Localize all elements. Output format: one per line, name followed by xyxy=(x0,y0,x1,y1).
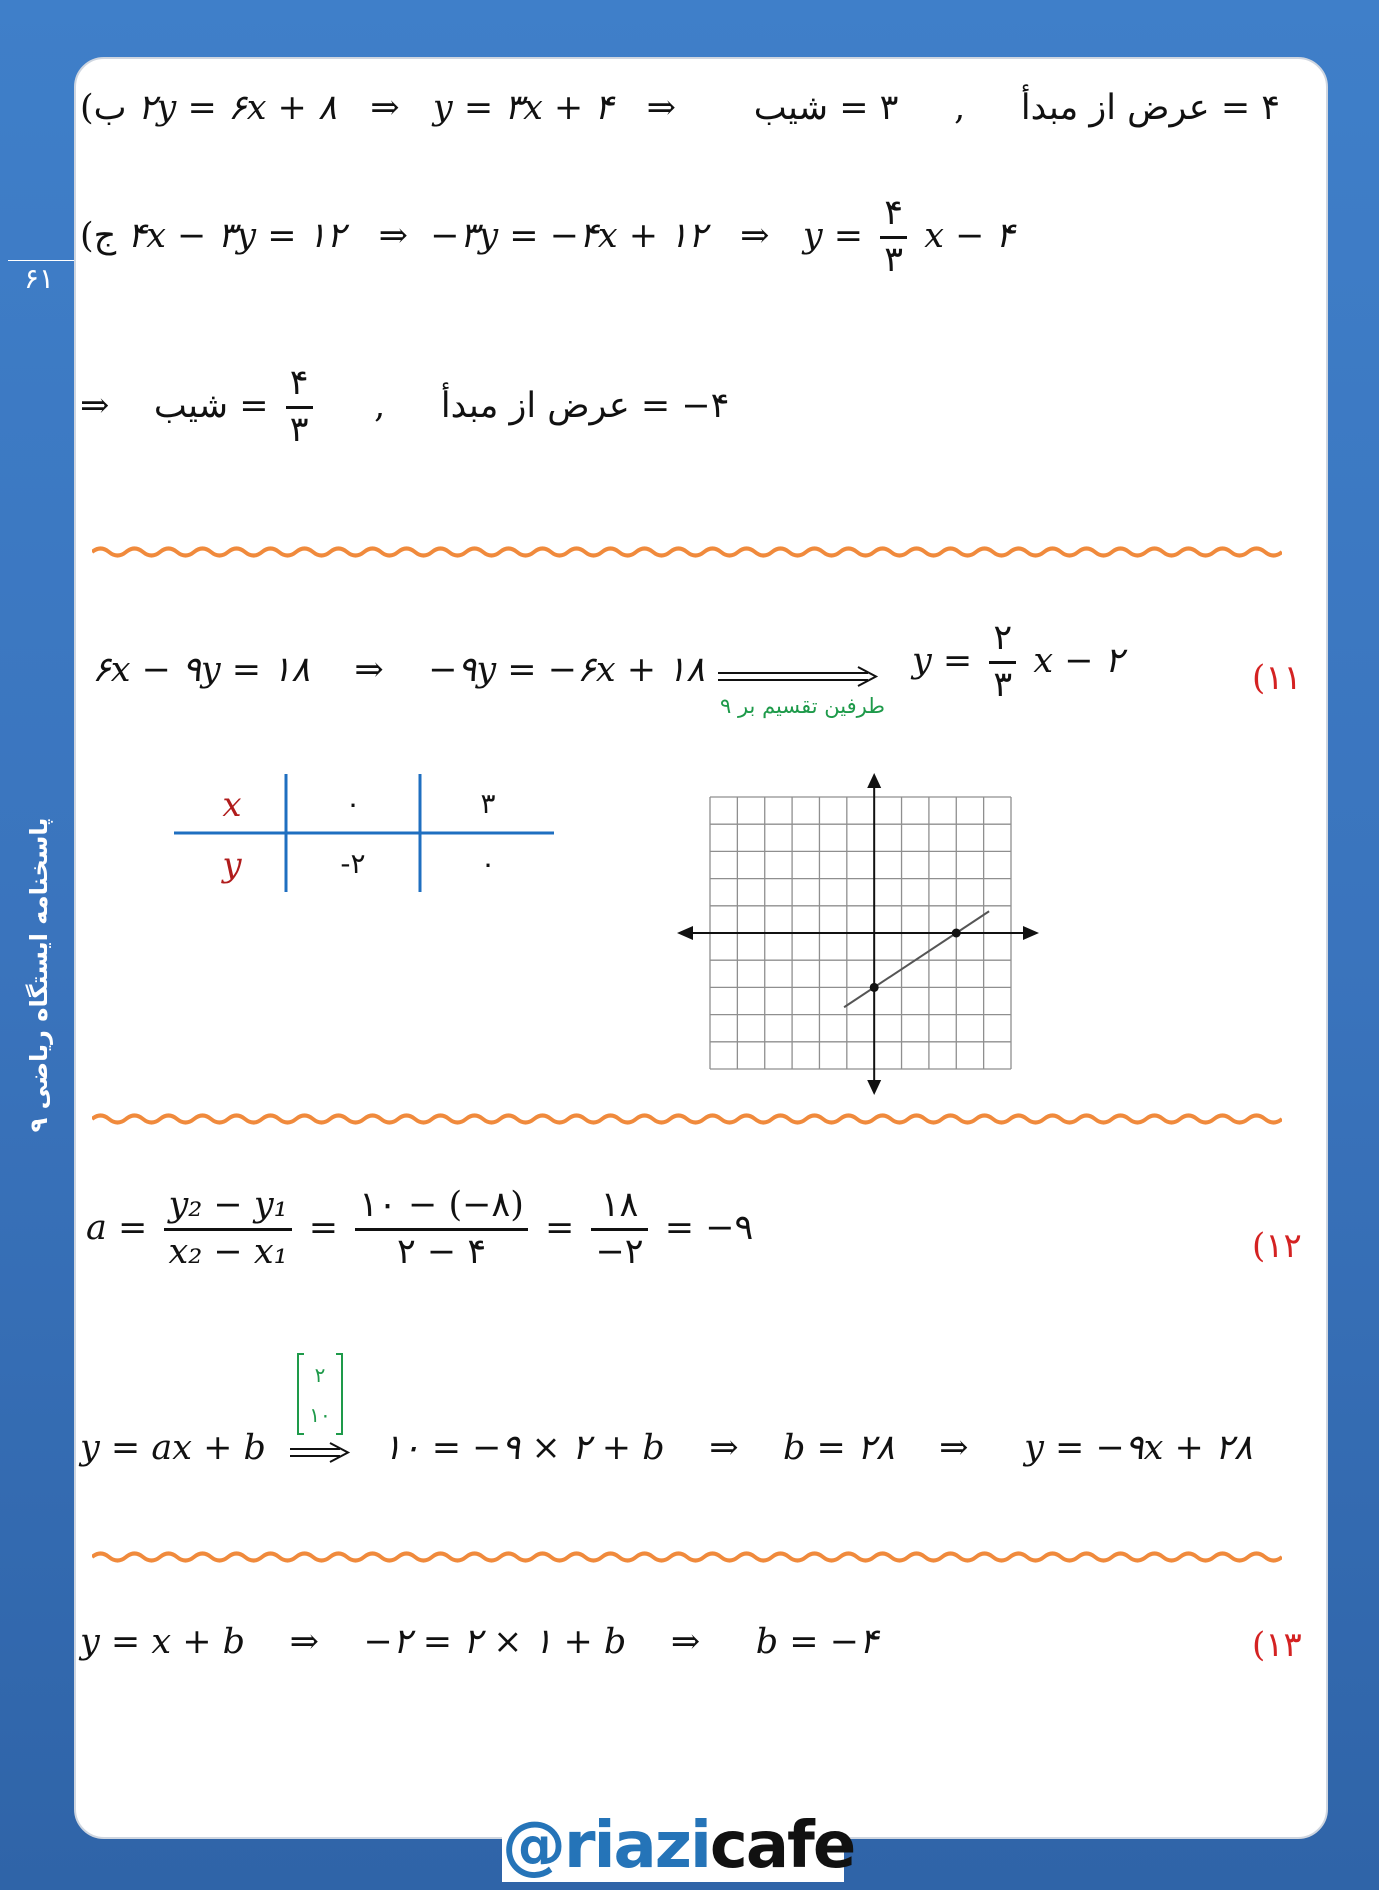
q11-number: (۱۱ xyxy=(1252,658,1302,698)
graph-series xyxy=(844,911,989,1007)
divider-wavy-2 xyxy=(92,1111,1282,1127)
graph-axes xyxy=(677,773,1039,1095)
part-c-label: ج) xyxy=(80,215,117,256)
logo-part-1: @riazi xyxy=(502,1809,710,1883)
part-c-eq2: −۳y = −۴x + ۱۲ xyxy=(430,215,707,256)
q12-result: = −۹ xyxy=(664,1207,754,1248)
part-c-eq3-rest: x − ۴ xyxy=(924,215,1015,256)
q11-fraction xyxy=(989,617,1016,708)
q11-line-1 xyxy=(92,650,705,690)
q12-fraction-2 xyxy=(355,1184,528,1275)
q12-f3-num: ۱۸ xyxy=(600,1185,639,1225)
q12-f1-den: x₂ − x₁ xyxy=(168,1231,288,1272)
q12-f2-den: ۲ − ۴ xyxy=(396,1231,487,1272)
q12-number: (۱۲ xyxy=(1252,1226,1302,1266)
part-b-eq1: ۲y = ۶x + ۸ xyxy=(137,88,337,128)
q12-long-arrow-icon xyxy=(290,1441,352,1465)
part-c-slope-word: شیب xyxy=(153,385,229,426)
q12-line2-eq: ۱۰ = −۹ × ۲ + b xyxy=(383,1428,665,1468)
part-b-eq2: y = ۳x + ۴ xyxy=(432,88,614,128)
part-c-arrow-3: ⇒ xyxy=(80,385,110,426)
part-c-fraction xyxy=(880,192,907,283)
q13-eq1: y = x + b xyxy=(80,1622,246,1662)
table-y-1: -۲ xyxy=(340,847,366,880)
part-c-line xyxy=(80,192,1014,283)
riazicafe-logo xyxy=(502,1809,855,1883)
q12-line2-final: y = −۹x + ۲۸ xyxy=(1024,1428,1253,1468)
part-b-slope-value: ۳ xyxy=(879,88,899,128)
part-c-arrow-1: ⇒ xyxy=(378,215,408,256)
q11-xy-table xyxy=(170,768,560,898)
q13-eq3: b = −۴ xyxy=(755,1622,878,1662)
logo-part-2: cafe xyxy=(709,1809,855,1883)
q12-a-lhs: a = xyxy=(86,1207,148,1248)
matrix-top: ۲ xyxy=(314,1363,326,1387)
table-x-1: ۰ xyxy=(345,787,361,820)
divider-wavy-1 xyxy=(92,544,1282,560)
part-c-line-2: ⇒ شیب = $\frac{۴}{۳}$ , عرض از مبدأ = −۴ xyxy=(80,362,729,453)
q13-arrow-2: ⇒ xyxy=(670,1622,701,1662)
q12-line2-lhs: y = ax + b xyxy=(80,1428,266,1468)
part-c-frac-num: ۴ xyxy=(884,193,904,233)
q12-slope-line: a = $\frac{\text{y₂ − y₁}}{\text{x₂ − x₁}}$ = $\frac{۱۰ - (-۸)}{۲ - ۴}$ = $\frac{۱۸}{-۲}$ = −۹ xyxy=(86,1184,753,1275)
q11-arrow-note: طرفین تقسیم بر ۹ xyxy=(720,694,885,718)
y-axis-down-arrow-icon xyxy=(867,1080,881,1095)
q13-number: (۱۳ xyxy=(1252,1625,1302,1665)
table-x-label: x xyxy=(222,785,242,825)
part-b-arrow-1: ⇒ xyxy=(370,88,400,128)
q13-line xyxy=(80,1622,878,1662)
x-axis-right-arrow-icon xyxy=(1023,926,1039,940)
q12-line2-b: b = ۲۸ xyxy=(783,1428,895,1468)
sidebar-rule xyxy=(8,260,74,261)
q11-frac-den: ۳ xyxy=(993,664,1013,705)
part-b-label: ب) xyxy=(80,88,127,128)
q13-eq2: −۲ = ۲ × ۱ + b xyxy=(363,1622,627,1662)
q12-arrow-2: ⇒ xyxy=(939,1428,969,1468)
q11-result xyxy=(912,617,1123,708)
table-y-2: ۰ xyxy=(480,847,496,880)
matrix-bottom: ۱۰ xyxy=(309,1403,331,1427)
data-point xyxy=(952,929,961,938)
q11-eq1: ۶x − ۹y = ۱۸ xyxy=(92,650,310,690)
q12-line-2b xyxy=(383,1428,1253,1468)
q11-frac-num: ۲ xyxy=(993,618,1013,658)
page-number: ۶۱ xyxy=(23,262,55,295)
y-axis-up-arrow-icon xyxy=(867,773,881,788)
q12-matrix xyxy=(296,1352,344,1436)
part-c-arrow-2: ⇒ xyxy=(740,215,770,256)
q11-graph xyxy=(675,773,1041,1095)
q12-fraction-3 xyxy=(591,1184,647,1275)
part-c-slope-fraction xyxy=(286,362,313,453)
part-c-eq1: ۴x − ۳y = ۱۲ xyxy=(127,215,346,256)
part-c-slope-den: ۳ xyxy=(289,409,309,450)
q12-arrow-1: ⇒ xyxy=(709,1428,739,1468)
table-y-label: y xyxy=(222,845,242,885)
q12-fraction-1 xyxy=(164,1184,291,1275)
q12-f1-num: y₂ − y₁ xyxy=(168,1185,288,1225)
q11-eq2: −۹y = −۶x + ۱۸ xyxy=(428,650,705,690)
divider-wavy-3 xyxy=(92,1549,1282,1565)
part-c-frac-den: ۳ xyxy=(884,239,904,280)
q11-long-arrow-icon xyxy=(718,665,880,689)
part-c-intercept-word: عرض از مبدأ xyxy=(440,385,630,426)
part-b-intercept-value: ۴ xyxy=(1261,88,1281,128)
q11-result-lhs: y = xyxy=(912,640,973,681)
part-c-eq3-lhs: y = xyxy=(802,215,864,256)
table-x-2: ۳ xyxy=(480,787,496,820)
part-b-arrow-2: ⇒ xyxy=(646,88,676,128)
q12-f2-num: ۱۰ − (−۸) xyxy=(359,1185,524,1225)
part-b-line: ب) ۲y = ۶x + ۸ ⇒ y = ۳x + ۴ ⇒ شیب = ۳ , عرض از مبدأ = ۴ xyxy=(80,88,1281,128)
q12-f3-den: −۲ xyxy=(595,1231,644,1272)
data-point xyxy=(870,983,879,992)
q13-arrow-1: ⇒ xyxy=(289,1622,319,1662)
part-b-slope-word: شیب xyxy=(753,88,829,128)
q11-arrow-1: ⇒ xyxy=(354,650,384,690)
book-title: پاسخنامه ایستگاه ریاضی ۹ xyxy=(25,817,53,1133)
part-b-intercept-word: عرض از مبدأ xyxy=(1020,88,1210,128)
x-axis-left-arrow-icon xyxy=(677,926,693,940)
part-c-intercept-value: −۴ xyxy=(681,385,730,426)
series-line xyxy=(844,911,989,1007)
q11-result-rest: x − ۲ xyxy=(1033,640,1124,681)
q12-line-2a xyxy=(80,1428,266,1468)
part-c-slope-num: ۴ xyxy=(289,363,309,403)
